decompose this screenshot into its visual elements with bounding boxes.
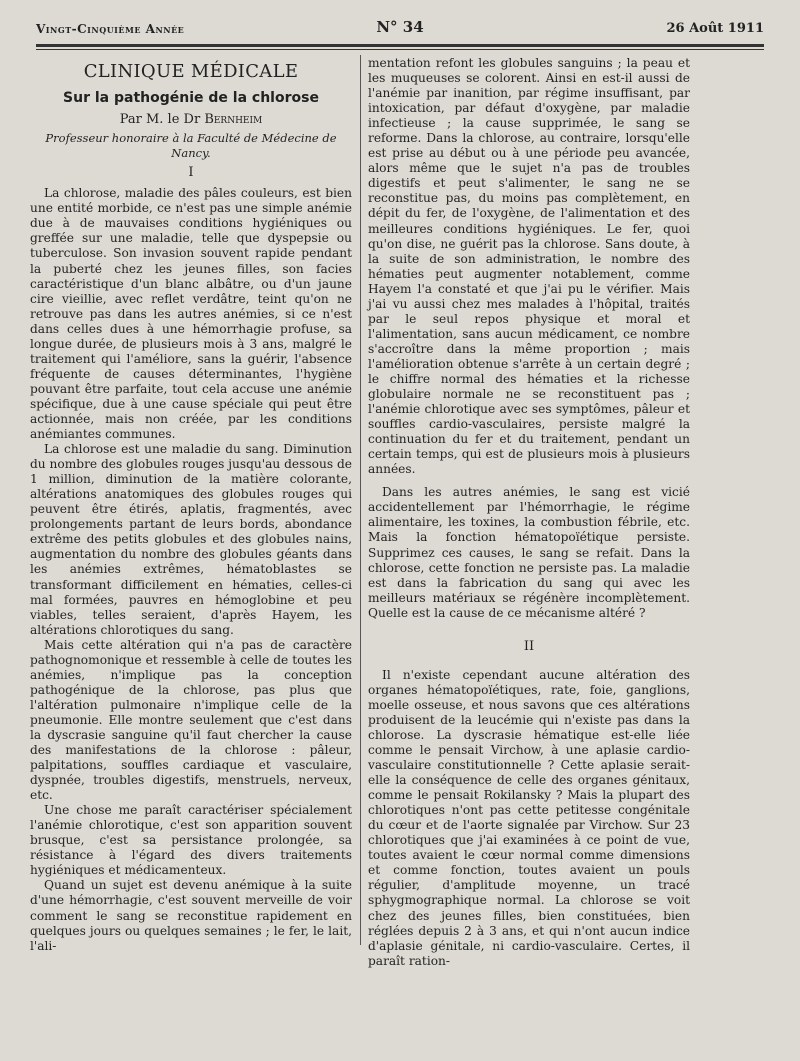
column-divider: [360, 55, 361, 945]
author-name: Bernheim: [204, 112, 263, 128]
header-rule: [36, 44, 764, 47]
issue-number: N° 34: [376, 18, 424, 36]
article-title: Sur la pathogénie de la chlorose: [63, 90, 319, 107]
paragraph: La chlorose, maladie des pâles couleurs, est bien une entité morbide, ce n'est pas une simple anémie due à de mauvaises conditions hygiéniques ou greffée sur une maladie, telle que dyspepsie ou tuberculose. Son invasion souvent rapide pendant la puberté chez les jeunes filles, son facies caractéristique d'un blanc albâtre, ou d'un jaune cire vieillie, avec reflet verdâtre, teint qu'on ne retrouve pas dans les autres anémies, si ce n'est dans celles dues à une hémorrhagie profuse, sa longue durée, de plusieurs mois à 3 ans, malgré le traitement qui l'améliore, sans la guérir, l'absence fréquente de causes déterminantes, l'hygiène pouvant être parfaite, tout cela accuse une anémie spécifique, due à une cause spéciale qui peut être actionnée, mais non créée, par les conditions anémiantes communes.: [30, 186, 352, 442]
right-column: [368, 56, 690, 969]
section-number-2: II: [523, 638, 535, 654]
page-header: [36, 18, 764, 42]
section-number-1: I: [188, 165, 194, 181]
paragraph: Quand un sujet est devenu anémique à la suite d'une hémorrhagie, c'est souvent merveille de voir comment le sang se reconstitue rapidement en quelques jours ou quelques semaines ; le fer, le lait, l'ali-: [30, 878, 352, 953]
left-column: [30, 58, 352, 954]
issue-date: 26 Août 1911: [666, 21, 764, 36]
author-affiliation: Professeur honoraire à la Faculté de Médecine de Nancy.: [45, 131, 337, 161]
header-rule-thin: [36, 49, 764, 50]
paragraph: Il n'existe cependant aucune altération des organes hématopoïétiques, rate, foie, ganglions, moelle osseuse, et nous savons que ces altérations produisent de la leucémie qui n'existe pas dans la chlorose. La dyscrasie hématique est-elle liée comme le pensait Virchow, à une aplasie cardio-vasculaire constitutionnelle ? Cette aplasie serait-elle la conséquence de celle des organes génitaux, comme le pensait Rokilansky ? Mais la plupart des chlorotiques n'ont pas cette petitesse congénitale du cœur et de l'aorte signalée par Virchow. Sur 23 chlorotiques que j'ai examinées à ce point de vue, toutes avaient le cœur normal comme dimensions et comme fonction, toutes avaient un pouls régulier, d'amplitude moyenne, un tracé sphygmographique normal. La chlorose se voit chez des jeunes filles, bien constituées, bien réglées depuis 2 à 3 ans, et qui n'ont aucun indice d'aplasie génitale, ni cardio-vasculaire. Certes, il paraît ration-: [368, 667, 690, 968]
paragraph: La chlorose est une maladie du sang. Diminution du nombre des globules rouges jusqu'au dessous de 1 million, diminution de la matière colorante, altérations anatomiques des globules rouges qui peuvent être étirés, aplatis, fragmentés, avec prolongements partant de leurs bords, abondance extrême des petits globules et des globules nains, augmentation du nombre des globules géants dans les anémies extrêmes, hématoblastes se transformant difficilement en hématies, celles-ci mal formées, pauvres en hémoglobine et peu viables, telles seraient, d'après Hayem, les altérations chlorotiques du sang.: [30, 442, 352, 637]
section-title: CLINIQUE MÉDICALE: [83, 61, 299, 82]
paragraph: mentation refont les globules sanguins ; la peau et les muqueuses se colorent. Ainsi en est-il aussi de l'anémie par inanition, par régime insuffisant, par intoxication, par défaut d'oxygène, par maladie infectieuse ; la cause supprimée, le sang se reforme. Dans la chlorose, au contraire, lorsqu'elle est prise au début ou à une période peu avancée, alors même que le sujet n'a pas de troubles digestifs et peut s'alimenter, le sang ne se reconstitue pas, du moins pas complètement, en dépit du fer, de l'oxygène, de l'alimentation et des meilleures conditions hygiéniques. Le fer, quoi qu'on dise, ne guérit pas la chlorose. Sans doute, à la suite de son administration, le nombre des hématies peut augmenter notablement, comme Hayem l'a constaté et que j'ai pu le vérifier. Mais j'ai vu aussi chez mes malades à l'hôpital, traités par le seul repos physique et moral et l'alimentation, sans aucun médicament, ce nombre s'accroître dans la même proportion ; mais l'amélioration obtenue s'arrête à un certain degré ; le chiffre normal des hématies et la richesse globulaire normale ne se reconstituent pas ; l'anémie chlorotique avec ses symptômes, pâleur et souffles cardio-vasculaires, persiste malgré la continuation du fer et du traitement, pendant un certain temps, qui est de plusieurs mois à plusieurs années.: [368, 56, 690, 477]
volume-year: Vingt-Cinquième Année: [36, 22, 185, 36]
paragraph: Dans les autres anémies, le sang est vicié accidentellement par l'hémorrhagie, le régime alimentaire, les toxines, la combustion fébrile, etc. Mais la fonction hématopoïétique persiste. Supprimez ces causes, le sang se refait. Dans la chlorose, cette fonction ne persiste pas. La maladie est dans la fabrication du sang qui avec les meilleurs matériaux se régénère incomplètement. Quelle est la cause de ce mécanisme altéré ?: [368, 485, 690, 620]
paragraph: Une chose me paraît caractériser spécialement l'anémie chlorotique, c'est son apparition souvent brusque, c'est sa persistance prolongée, sa résistance à l'égard des divers traitements hygiéniques et médicamenteux.: [30, 803, 352, 878]
paragraph: Mais cette altération qui n'a pas de caractère pathognomonique et ressemble à celle de toutes les anémies, n'implique pas la conception pathogénique de la chlorose, pas plus que l'altération pulmonaire n'implique celle de la pneumonie. Elle montre seulement que c'est dans la dyscrasie sanguine qu'il faut chercher la cause des manifestations de la chlorose : pâleur, palpitations, souffles cardiaque et vasculaire, dyspnée, troubles digestifs, menstruels, nerveux, etc.: [30, 637, 352, 803]
byline-prefix: Par M. le Dr: [119, 112, 201, 128]
byline: [30, 112, 352, 127]
